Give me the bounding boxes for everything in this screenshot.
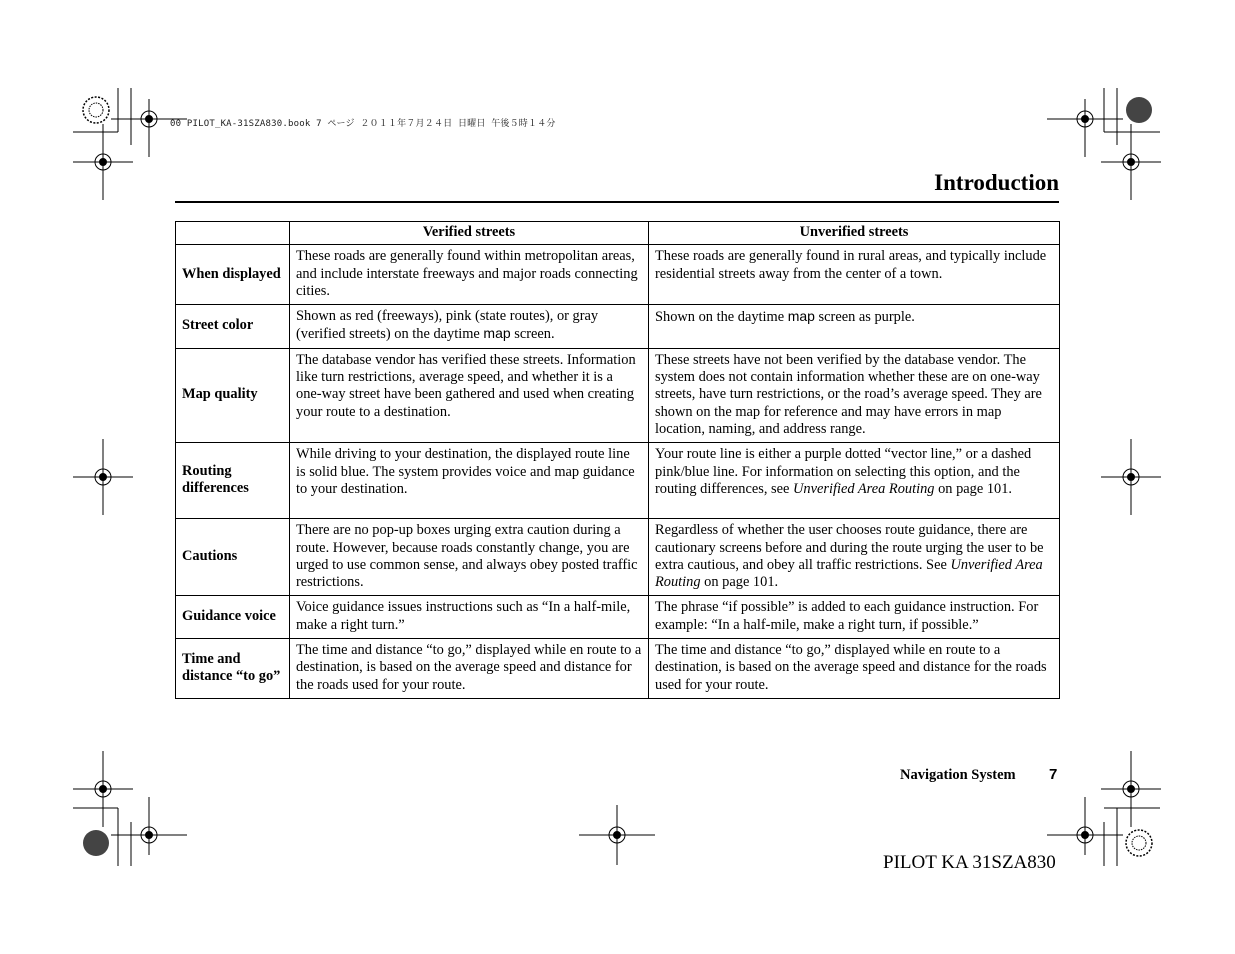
unverified-cell — [649, 519, 1060, 596]
table-row — [176, 519, 1060, 596]
verified-cell: The database vendor has verified these streets. Information like turn restrictions, average speed, and whether it is a one-way street have been gathered and used when creating your route to a destination. — [290, 348, 649, 442]
row-label: Routing differences — [176, 443, 290, 519]
cell-text: on page 101. — [934, 480, 1013, 497]
table-row — [176, 305, 1060, 349]
street-comparison-table — [175, 221, 1060, 699]
cell-text: on page 101. — [700, 574, 779, 591]
verified-cell: There are no pop-up boxes urging extra caution during a route. However, because roads constantly change, you are urged to use common sense, and always obey posted traffic restrictions. — [290, 519, 649, 596]
table-row — [176, 348, 1060, 442]
corner-cell — [176, 222, 290, 245]
page-number: 7 — [1049, 766, 1058, 783]
cross-reference-link: Unverified Area Routing — [655, 556, 1043, 591]
verified-cell: The time and distance “to go,” displayed while en route to a destination, is based on the average speed and distance for the roads used for your route. — [290, 639, 649, 699]
map-screen-term: map — [483, 325, 511, 342]
verified-cell: Voice guidance issues instructions such as “In a half-mile, make a right turn.” — [290, 596, 649, 639]
verified-cell: These roads are generally found within metropolitan areas, and include interstate freeways and major roads connecting cities. — [290, 245, 649, 305]
footer-section-label: Navigation System — [900, 767, 1016, 783]
section-title: Introduction — [934, 170, 1059, 195]
map-screen-term: map — [787, 308, 815, 325]
column-header-unverified: Unverified streets — [649, 222, 1060, 245]
cross-reference-link: Unverified Area Routing — [793, 480, 935, 497]
cell-text: Regardless of whether the user chooses route guidance, there are cautionary screens before and during the route urging the user to be extra cautious, and obey all traffic restrictions. See — [655, 522, 1044, 573]
unverified-cell: These streets have not been verified by the database vendor. The system does not contain information whether these are on one-way streets, have turn restrictions, or the road’s average speed. They are shown on the map for reference and may have errors in map location, naming, and address range. — [649, 348, 1060, 442]
verified-cell — [290, 305, 649, 349]
cell-text: screen as purple. — [814, 309, 915, 326]
unverified-cell: The time and distance “to go,” displayed while en route to a destination, is based on the average speed and distance for the roads used for your route. — [649, 639, 1060, 699]
table-row — [176, 443, 1060, 519]
title-rule — [175, 201, 1059, 203]
cell-text: Shown on the daytime — [655, 309, 788, 326]
row-label: Cautions — [176, 519, 290, 596]
table-row — [176, 639, 1060, 699]
cell-text: Your route line is either a purple dotted “vector line,” or a dashed pink/blue line. For information on selecting this option, and the routing differences, see — [655, 446, 1032, 497]
table-header-row — [176, 222, 1060, 245]
model-code: PILOT KA 31SZA830 — [883, 852, 1056, 873]
book-file-header: 00 PILOT_KA-31SZA830.book 7 ページ ２０１１年７月２４日 日曜日 午後５時１４分 — [170, 119, 556, 129]
unverified-cell — [649, 305, 1060, 349]
row-label: When displayed — [176, 245, 290, 305]
row-label: Time and distance “to go” — [176, 639, 290, 699]
unverified-cell: These roads are generally found in rural areas, and typically include residential streets away from the center of a town. — [649, 245, 1060, 305]
column-header-verified: Verified streets — [290, 222, 649, 245]
cell-text: screen. — [510, 326, 555, 343]
unverified-cell: The phrase “if possible” is added to each guidance instruction. For example: “In a half-mile, make a right turn, if possible.” — [649, 596, 1060, 639]
unverified-cell — [649, 443, 1060, 519]
row-label: Guidance voice — [176, 596, 290, 639]
row-label: Map quality — [176, 348, 290, 442]
table-row — [176, 245, 1060, 305]
cell-text: Shown as red (freeways), pink (state routes), or gray (verified streets) on the daytime — [296, 308, 599, 343]
row-label: Street color — [176, 305, 290, 349]
verified-cell: While driving to your destination, the displayed route line is solid blue. The system provides voice and map guidance to your destination. — [290, 443, 649, 519]
table-row — [176, 596, 1060, 639]
